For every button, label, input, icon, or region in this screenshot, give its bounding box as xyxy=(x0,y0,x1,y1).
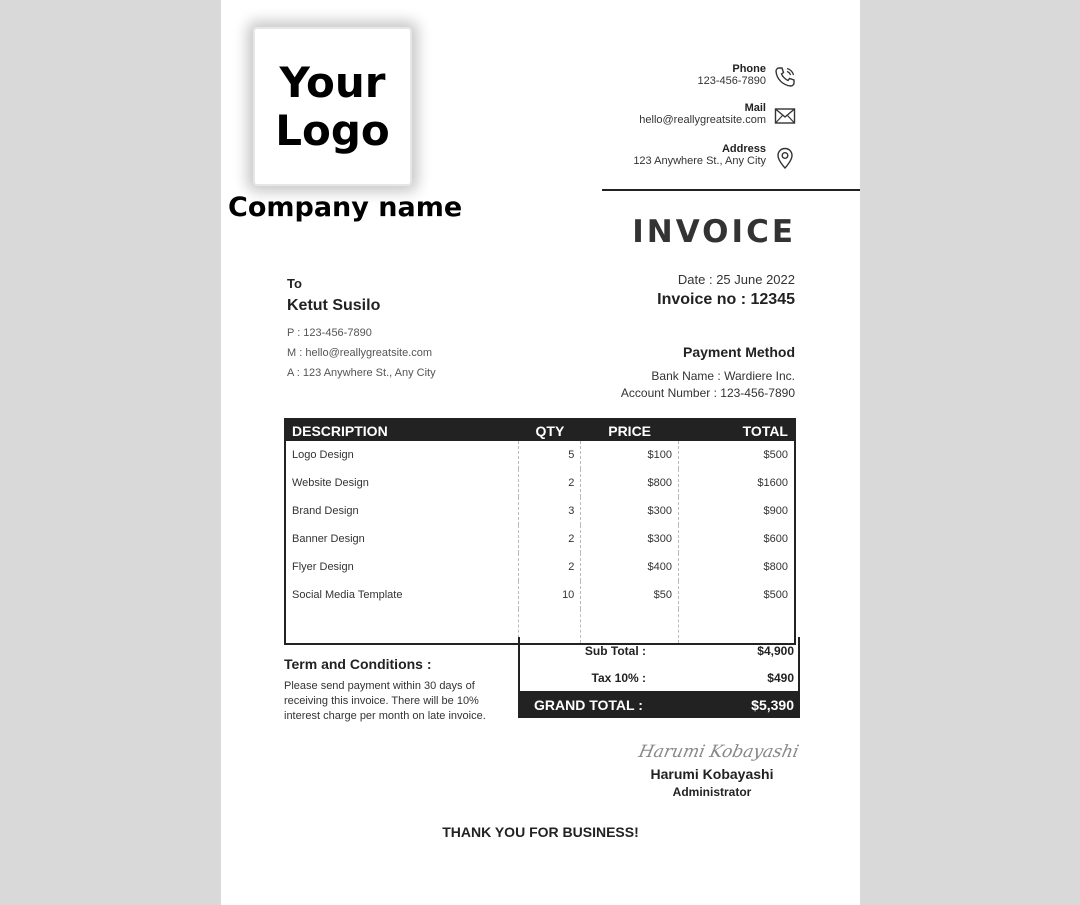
tax-value: $490 xyxy=(767,670,794,685)
subtotal-row xyxy=(520,637,798,664)
tax-label: Tax 10% : xyxy=(591,670,646,685)
cell-total: $900 xyxy=(763,505,788,517)
invoice-title: INVOICE xyxy=(632,214,796,250)
table-header-row xyxy=(285,419,795,441)
contact-phone-label: Phone xyxy=(732,63,766,75)
cell-total: $500 xyxy=(763,449,788,461)
cell-description: Social Media Template xyxy=(285,581,519,609)
header-total: TOTAL xyxy=(678,419,795,441)
invoice-date: Date : 25 June 2022 xyxy=(677,272,795,287)
recipient-address: A : 123 Anywhere St., Any City xyxy=(287,367,436,379)
logo-text-line1: Your xyxy=(279,57,386,107)
invoice-page xyxy=(221,0,860,905)
contact-phone xyxy=(697,63,766,88)
signatory-role: Administrator xyxy=(672,785,752,799)
table-row xyxy=(285,581,795,609)
contact-address-value: 123 Anywhere St., Any City xyxy=(633,155,766,167)
recipient-name: Ketut Susilo xyxy=(287,297,381,314)
cell-total: $800 xyxy=(763,561,788,573)
totals-block xyxy=(518,637,800,718)
cell-description: Brand Design xyxy=(285,497,519,525)
location-pin-icon xyxy=(773,146,797,170)
grand-total-row xyxy=(520,691,798,718)
terms-title: Term and Conditions : xyxy=(284,656,432,672)
cell-price: $100 xyxy=(581,441,679,469)
cell-description: Logo Design xyxy=(285,441,519,469)
tax-row xyxy=(520,664,798,691)
company-name: Company name xyxy=(228,192,463,223)
subtotal-value: $4,900 xyxy=(757,643,794,658)
recipient-block xyxy=(287,276,436,379)
phone-icon xyxy=(773,65,797,89)
signature-script: Harumi Kobayashi xyxy=(636,742,801,762)
contact-mail-label: Mail xyxy=(744,102,766,114)
cell-qty: 2 xyxy=(519,469,581,497)
contact-mail-value: hello@reallygreatsite.com xyxy=(639,114,766,126)
grand-total-label: GRAND TOTAL : xyxy=(534,696,643,713)
table-row xyxy=(285,469,795,497)
cell-price: $300 xyxy=(581,497,679,525)
header-description: DESCRIPTION xyxy=(285,419,519,441)
recipient-email: M : hello@reallygreatsite.com xyxy=(287,347,433,359)
cell-qty: 10 xyxy=(519,581,581,609)
cell-qty: 2 xyxy=(519,553,581,581)
payment-bank-name: Bank Name : Wardiere Inc. xyxy=(651,369,795,383)
cell-price: $300 xyxy=(581,525,679,553)
cell-qty: 2 xyxy=(519,525,581,553)
cell-qty: 3 xyxy=(519,497,581,525)
contact-address xyxy=(633,143,766,168)
header-price: PRICE xyxy=(581,419,679,441)
cell-price: $50 xyxy=(581,581,679,609)
logo-text-line2: Logo xyxy=(275,105,390,155)
contact-address-label: Address xyxy=(721,143,766,155)
recipient-label: To xyxy=(287,276,302,291)
header-qty: QTY xyxy=(519,419,581,441)
cell-total: $600 xyxy=(763,533,788,545)
terms-text: Please send payment within 30 days of receiving this invoice. There will be 10% interest charge per month on late invoice. xyxy=(284,680,486,722)
table-row xyxy=(285,553,795,581)
contact-phone-value: 123-456-7890 xyxy=(697,75,766,87)
cell-total: $500 xyxy=(763,589,788,601)
grand-total-value: $5,390 xyxy=(751,696,794,713)
signatory-name: Harumi Kobayashi xyxy=(650,766,774,782)
cell-qty: 5 xyxy=(519,441,581,469)
cell-total: $1600 xyxy=(757,477,788,489)
subtotal-label: Sub Total : xyxy=(584,643,646,658)
cell-description: Flyer Design xyxy=(285,553,519,581)
recipient-phone: P : 123-456-7890 xyxy=(287,327,372,339)
items-table xyxy=(284,418,796,645)
invoice-number: Invoice no : 12345 xyxy=(657,291,795,308)
contact-mail xyxy=(639,102,766,127)
cell-description: Banner Design xyxy=(285,525,519,553)
header-divider xyxy=(602,189,860,191)
payment-method-title: Payment Method xyxy=(682,344,795,360)
table-row xyxy=(285,441,795,469)
table-row xyxy=(285,525,795,553)
terms-block xyxy=(284,656,504,724)
table-row xyxy=(285,497,795,525)
mail-icon xyxy=(773,104,797,128)
cell-price: $400 xyxy=(581,553,679,581)
logo-placeholder xyxy=(253,27,412,186)
thank-you-note: THANK YOU FOR BUSINESS! xyxy=(442,824,639,840)
payment-account-number: Account Number : 123-456-7890 xyxy=(620,386,795,400)
cell-description: Website Design xyxy=(285,469,519,497)
cell-price: $800 xyxy=(581,469,679,497)
